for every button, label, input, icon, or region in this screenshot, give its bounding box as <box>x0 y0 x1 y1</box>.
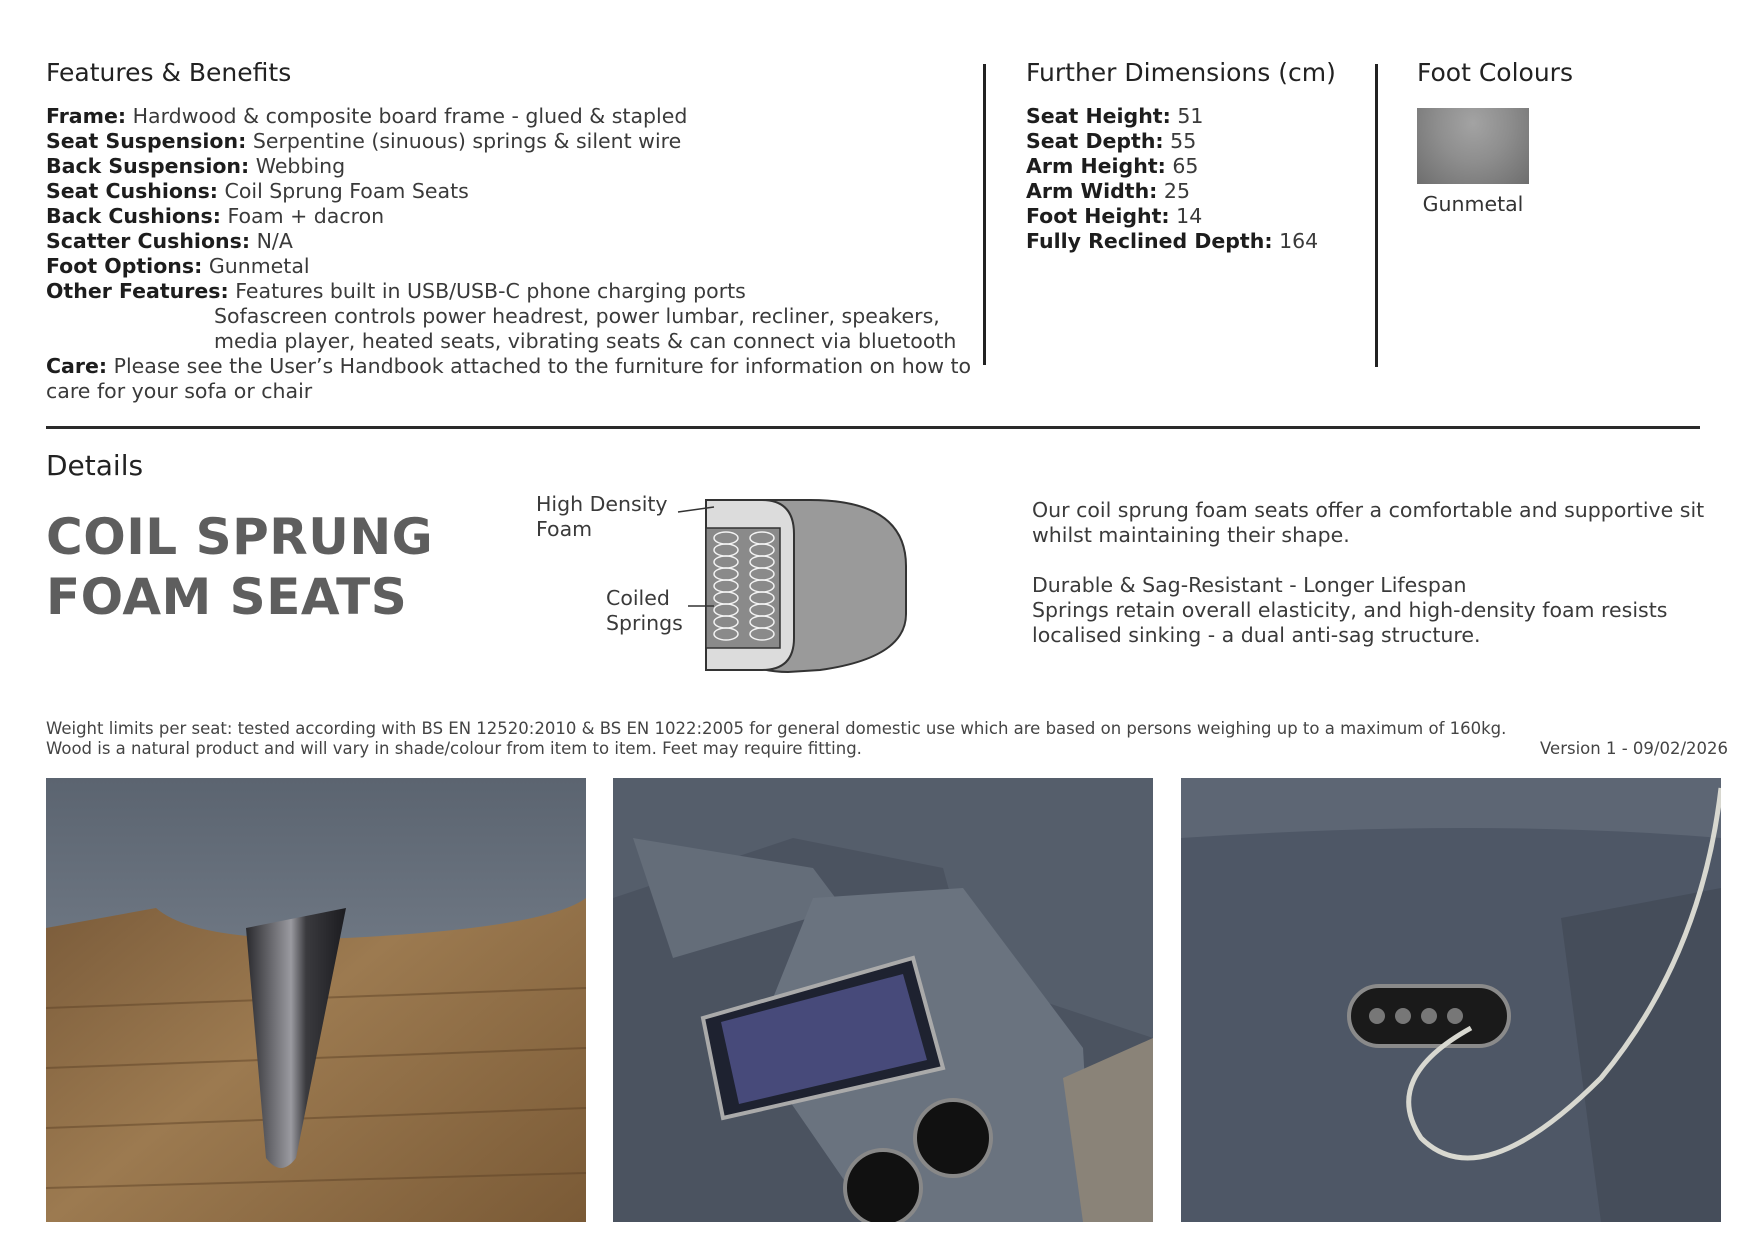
details-title-line-1: COIL SPRUNG <box>46 508 434 566</box>
weight-limit-note: Weight limits per seat: tested according with BS EN 12520:2010 & BS EN 1022:2005 for general domestic use which are based on persons weighing up to a maximum of 160kg. <box>46 719 1507 738</box>
version-label: Version 1 - 09/02/2026 <box>1540 739 1728 758</box>
feature-row-scatter-cushions: Scatter Cushions: N/A <box>46 229 293 253</box>
feature-row-other-features: Other Features: Features built in USB/USB-C phone charging ports <box>46 279 746 303</box>
cushion-diagram <box>670 494 920 676</box>
dimension-row-seat-depth: Seat Depth: 55 <box>1026 129 1197 153</box>
feature-row-foot-options: Foot Options: Gunmetal <box>46 254 310 278</box>
wood-note: Wood is a natural product and will vary in shade/colour from item to item. Feet may require fitting. <box>46 739 862 758</box>
dimension-row-foot-height: Foot Height: 14 <box>1026 204 1203 228</box>
dimension-row-seat-height: Seat Height: 51 <box>1026 104 1204 128</box>
feature-row-care: Care: Please see the User’s Handbook attached to the furniture for information on how to care for your sofa or chair <box>46 354 972 403</box>
dimensions-list <box>1026 104 1318 254</box>
photo-console <box>613 778 1153 1222</box>
dimension-row-arm-width: Arm Width: 25 <box>1026 179 1191 203</box>
features-heading: Features & Benefits <box>46 58 292 87</box>
details-desc-para-1: Our coil sprung foam seats offer a comfortable and supportive sit whilst maintaining their shape. <box>1032 498 1705 547</box>
feature-other-line-3: media player, heated seats, vibrating seats & can connect via bluetooth <box>214 329 957 353</box>
details-desc-para-2-body: Springs retain overall elasticity, and high-density foam resists localised sinking - a dual anti-sag structure. <box>1032 598 1668 647</box>
feature-row-back-suspension: Back Suspension: Webbing <box>46 154 346 178</box>
diagram-label-foam: High Density Foam <box>536 492 668 541</box>
details-description <box>1032 498 1712 648</box>
diagram-label-springs: Coiled Springs <box>606 586 683 635</box>
details-title-line-2: FOAM SEATS <box>46 568 408 626</box>
features-list <box>46 104 976 404</box>
photo-usb-ports <box>1181 778 1721 1222</box>
feature-other-line-2: Sofascreen controls power headrest, power lumbar, recliner, speakers, <box>214 304 940 328</box>
dimensions-heading: Further Dimensions (cm) <box>1026 58 1336 87</box>
feature-row-back-cushions: Back Cushions: Foam + dacron <box>46 204 385 228</box>
divider-horizontal <box>46 426 1700 429</box>
details-title <box>46 507 433 627</box>
foot-colours-heading: Foot Colours <box>1417 58 1573 87</box>
feature-row-frame: Frame: Hardwood & composite board frame - glued & stapled <box>46 104 688 128</box>
photo-foot <box>46 778 586 1222</box>
feature-row-seat-cushions: Seat Cushions: Coil Sprung Foam Seats <box>46 179 469 203</box>
details-desc-para-2-title: Durable & Sag-Resistant - Longer Lifespan <box>1032 573 1467 597</box>
swatch-gunmetal-label: Gunmetal <box>1422 192 1524 216</box>
swatch-gunmetal <box>1417 108 1529 184</box>
dimension-row-arm-height: Arm Height: 65 <box>1026 154 1199 178</box>
divider-vertical-2 <box>1375 64 1378 367</box>
dimension-row-fully-reclined-depth: Fully Reclined Depth: 164 <box>1026 229 1319 253</box>
feature-row-seat-suspension: Seat Suspension: Serpentine (sinuous) springs & silent wire <box>46 129 682 153</box>
details-heading: Details <box>46 449 144 482</box>
divider-vertical-1 <box>983 64 986 365</box>
